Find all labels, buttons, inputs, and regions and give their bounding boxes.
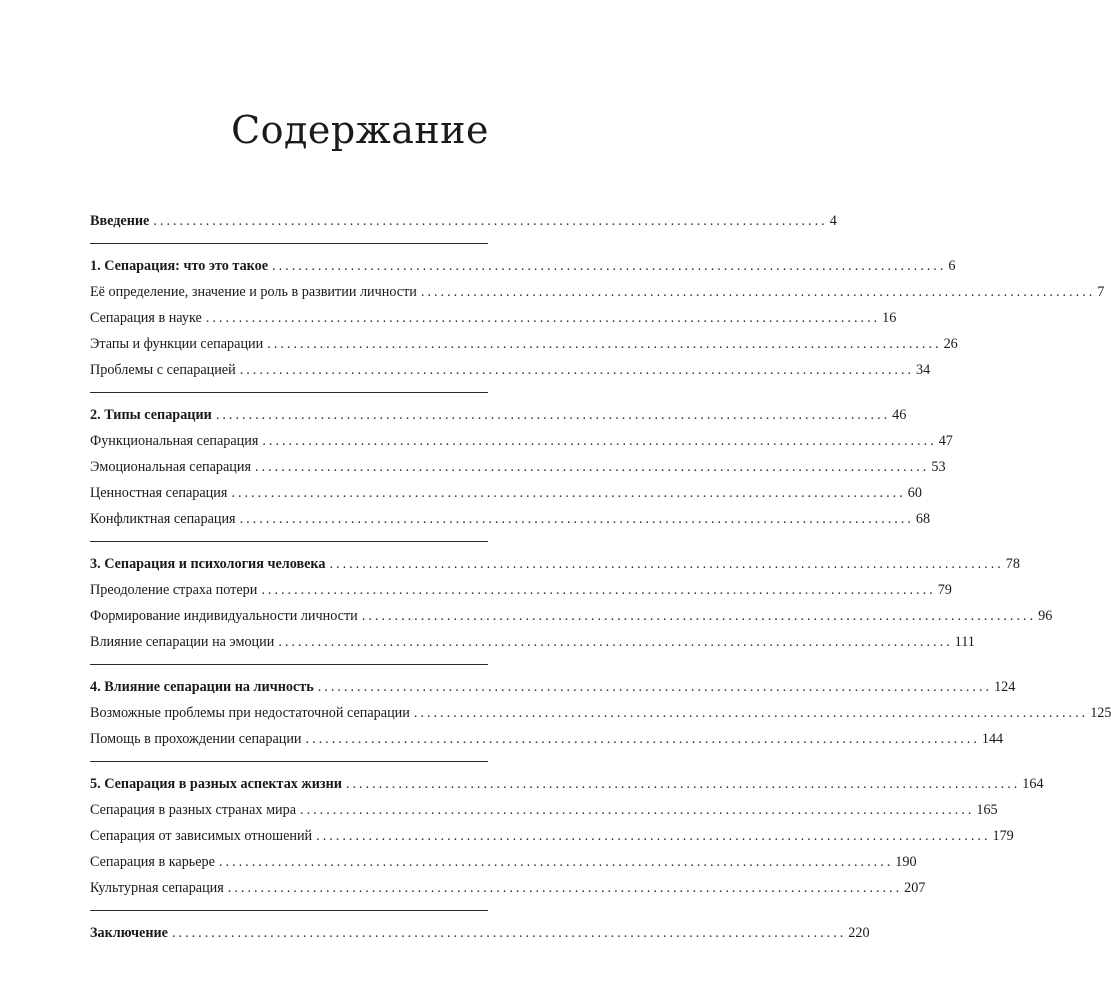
toc-entry-label: Функциональная сепарация xyxy=(90,433,259,449)
toc-entry-label: Сепарация от зависимых отношений xyxy=(90,828,313,844)
toc-page-number: 6 xyxy=(948,258,956,274)
toc-page-number: 125 xyxy=(1090,705,1111,721)
toc-entry-label: Сепарация в науке xyxy=(90,310,202,326)
toc-page-number: 165 xyxy=(976,802,998,818)
toc-entry-label: 1. Сепарация: что это такое xyxy=(90,258,269,274)
toc-dot-leader: ....................................................................................................... xyxy=(171,925,847,941)
toc-chapter-entry[interactable] xyxy=(90,402,907,428)
toc-dot-leader: ....................................................................................................... xyxy=(262,433,937,449)
toc-entry-label: Эмоциональная сепарация xyxy=(90,459,252,475)
table-of-contents xyxy=(90,208,1111,964)
toc-dot-leader: ....................................................................................................... xyxy=(205,310,881,326)
toc-dot-leader: ....................................................................................................... xyxy=(153,213,828,229)
toc-entry-label: Сепарация в разных странах мира xyxy=(90,802,297,818)
toc-subsection-entry[interactable] xyxy=(90,331,958,357)
toc-page-number: 190 xyxy=(895,854,917,870)
toc-page-number: 16 xyxy=(882,310,897,326)
toc-entry-label: 4. Влияние сепарации на личность xyxy=(90,679,314,695)
toc-chapter-entry[interactable] xyxy=(90,253,956,279)
toc-subsection-entry[interactable] xyxy=(90,506,931,532)
toc-subsection-entry[interactable] xyxy=(90,875,926,901)
toc-subsection-entry[interactable] xyxy=(90,823,1014,849)
toc-subsection-entry[interactable] xyxy=(90,357,931,383)
toc-dot-leader: ....................................................................................................... xyxy=(272,258,947,274)
toc-section xyxy=(90,208,837,244)
toc-dot-leader: ....................................................................................................... xyxy=(261,582,936,598)
toc-page-number: 47 xyxy=(938,433,953,449)
toc-subsection-entry[interactable] xyxy=(90,305,897,331)
toc-section xyxy=(90,674,1111,762)
toc-chapter-entry[interactable] xyxy=(90,551,1020,577)
toc-dot-leader: ....................................................................................................... xyxy=(278,634,953,650)
toc-page-number: 144 xyxy=(981,731,1004,747)
toc-dot-leader: ....................................................................................................... xyxy=(345,776,1021,792)
toc-page-number: 60 xyxy=(907,485,922,501)
toc-subsection-entry[interactable] xyxy=(90,849,917,875)
toc-dot-leader: ....................................................................................................... xyxy=(300,802,975,818)
toc-page-number: 26 xyxy=(943,336,958,352)
toc-subsection-entry[interactable] xyxy=(90,629,975,655)
toc-page-number: 78 xyxy=(1005,556,1020,572)
toc-dot-leader: ....................................................................................................... xyxy=(413,705,1089,721)
toc-dot-leader: ....................................................................................................... xyxy=(305,731,980,747)
toc-dot-leader: ....................................................................................................... xyxy=(267,336,942,352)
toc-entry-label: Преодоление страха потери xyxy=(90,582,258,598)
toc-section xyxy=(90,402,953,542)
toc-entry-label: Возможные проблемы при недостаточной сепарации xyxy=(90,705,410,721)
toc-page-number: 124 xyxy=(994,679,1016,695)
toc-subsection-entry[interactable] xyxy=(90,454,946,480)
toc-dot-leader: ....................................................................................................... xyxy=(361,608,1037,624)
toc-dot-leader: ....................................................................................................... xyxy=(329,556,1004,572)
toc-entry-label: Влияние сепарации на эмоции xyxy=(90,634,275,650)
toc-subsection-entry[interactable] xyxy=(90,700,1111,726)
toc-dot-leader: ....................................................................................................... xyxy=(218,854,894,870)
toc-page-number: 68 xyxy=(915,511,931,527)
toc-entry-label: Формирование индивидуальности личности xyxy=(90,608,358,624)
toc-entry-label: 5. Сепарация в разных аспектах жизни xyxy=(90,776,342,792)
toc-dot-leader: ....................................................................................................... xyxy=(231,485,906,501)
toc-page-number: 53 xyxy=(931,459,946,475)
toc-section xyxy=(90,771,1044,911)
toc-dot-leader: ....................................................................................................... xyxy=(215,407,891,423)
toc-dot-leader: ....................................................................................................... xyxy=(227,880,903,896)
toc-dot-leader: ....................................................................................................... xyxy=(239,362,915,378)
toc-entry-label: Введение xyxy=(90,213,150,229)
toc-page-number: 220 xyxy=(848,925,870,941)
toc-subsection-entry[interactable] xyxy=(90,577,952,603)
toc-dot-leader: ....................................................................................................... xyxy=(239,511,914,527)
toc-entry-label: 2. Типы сепарации xyxy=(90,407,212,423)
toc-chapter-entry[interactable] xyxy=(90,920,870,946)
toc-entry-label: Помощь в прохождении сепарации xyxy=(90,731,302,747)
toc-subsection-entry[interactable] xyxy=(90,279,1105,305)
toc-dot-leader: ....................................................................................................... xyxy=(317,679,993,695)
toc-subsection-entry[interactable] xyxy=(90,797,998,823)
toc-page-number: 79 xyxy=(937,582,952,598)
toc-chapter-entry[interactable] xyxy=(90,771,1044,797)
toc-page-number: 7 xyxy=(1097,284,1105,300)
toc-page-number: 46 xyxy=(892,407,907,423)
toc-subsection-entry[interactable] xyxy=(90,603,1053,629)
toc-section xyxy=(90,920,870,955)
toc-section xyxy=(90,253,1105,393)
toc-dot-leader: ....................................................................................................... xyxy=(316,828,991,844)
toc-subsection-entry[interactable] xyxy=(90,428,953,454)
toc-page-number: 207 xyxy=(904,880,926,896)
toc-entry-label: 3. Сепарация и психология человека xyxy=(90,556,326,572)
toc-page-number: 111 xyxy=(954,634,975,650)
toc-entry-label: Культурная сепарация xyxy=(90,880,224,896)
toc-entry-label: Конфликтная сепарация xyxy=(90,511,236,527)
toc-page-number: 34 xyxy=(916,362,931,378)
toc-entry-label: Заключение xyxy=(90,925,168,941)
toc-chapter-entry[interactable] xyxy=(90,674,1016,700)
toc-dot-leader: ....................................................................................................... xyxy=(255,459,930,475)
toc-page-number: 4 xyxy=(829,213,837,229)
toc-section xyxy=(90,551,1053,665)
toc-page-number: 96 xyxy=(1038,608,1053,624)
toc-page-number: 164 xyxy=(1022,776,1044,792)
page-title: Содержание xyxy=(231,108,489,152)
toc-subsection-entry[interactable] xyxy=(90,480,922,506)
toc-chapter-entry[interactable] xyxy=(90,208,837,234)
toc-page-number: 179 xyxy=(992,828,1014,844)
toc-entry-label: Её определение, значение и роль в развитии личности xyxy=(90,284,417,300)
toc-dot-leader: ....................................................................................................... xyxy=(420,284,1096,300)
toc-entry-label: Ценностная сепарация xyxy=(90,485,228,501)
toc-subsection-entry[interactable] xyxy=(90,726,1004,752)
toc-entry-label: Этапы и функции сепарации xyxy=(90,336,264,352)
toc-entry-label: Сепарация в карьере xyxy=(90,854,215,870)
toc-entry-label: Проблемы с сепарацией xyxy=(90,362,236,378)
